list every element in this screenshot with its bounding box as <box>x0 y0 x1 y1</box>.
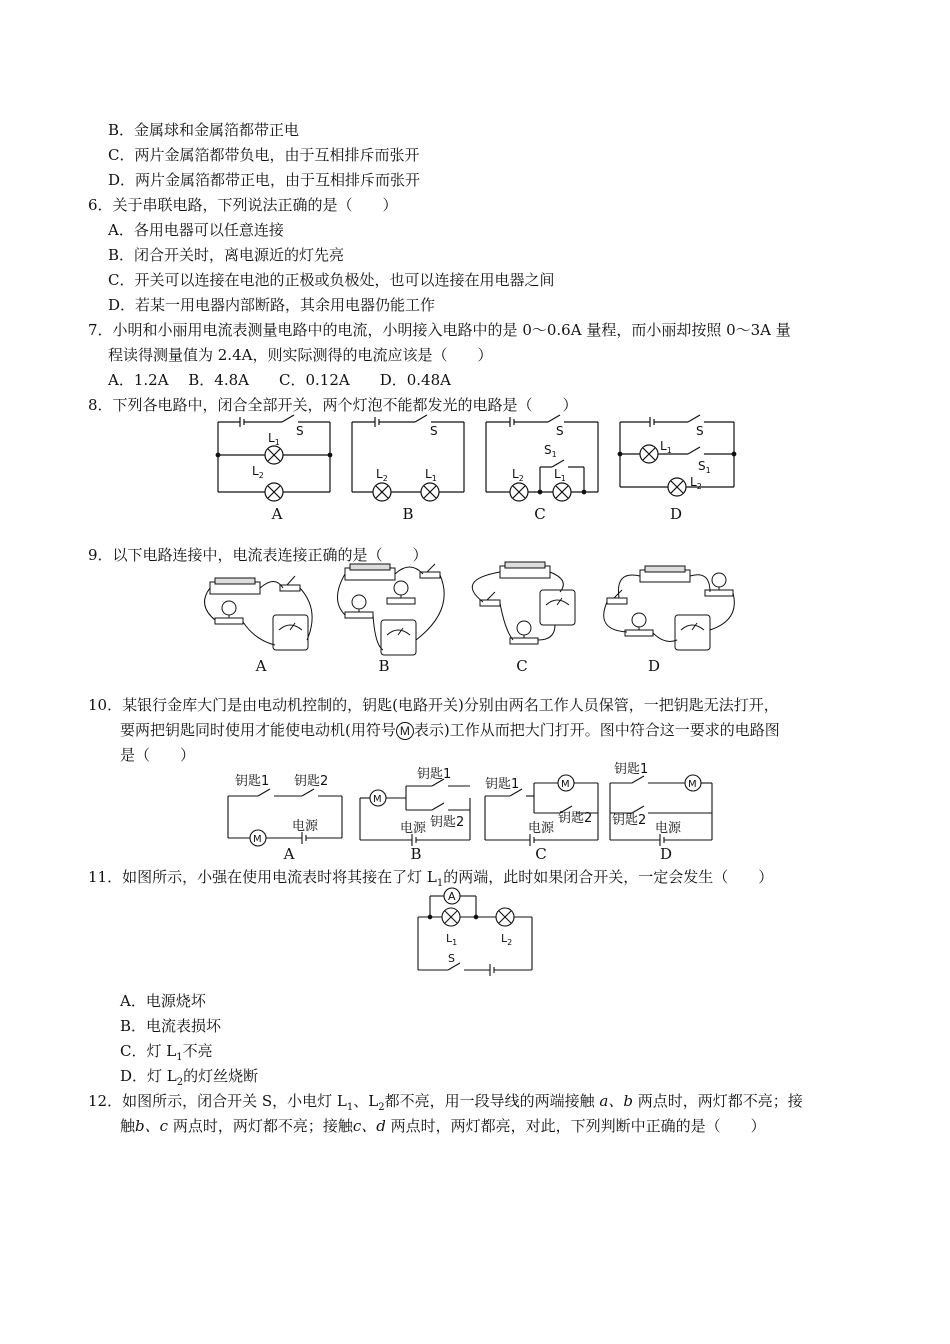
q11-circuit-figure <box>410 882 540 977</box>
q8-circuit-d <box>618 415 736 496</box>
q10-label-d: D <box>659 845 673 863</box>
q10-label-c: C <box>535 845 547 863</box>
q9-wiring-figures <box>195 560 755 660</box>
q11-option-d-subscript: 2 <box>176 1077 184 1088</box>
q8-b-lamp1-label: $L_1$ <box>425 467 437 483</box>
q11-stem-subscript: 1 <box>436 878 444 889</box>
q5-option-d: D．两片金属箔都带正电，由于互相排斥而张开 <box>108 171 421 189</box>
q6-stem: 6．关于串联电路，下列说法正确的是（ ） <box>88 196 398 214</box>
q12-stem2-part-b: 两点时，两灯都不亮；接触 <box>172 1117 353 1135</box>
q5-option-c: C．两片金属箔都带负电，由于互相排斥而张开 <box>108 146 420 164</box>
q6-option-a: A．各用电器可以任意连接 <box>108 221 284 239</box>
q9-label-b: B <box>378 657 390 675</box>
q9-wiring-c <box>472 562 575 644</box>
q12-stem1-sub2: 2 <box>378 1102 385 1113</box>
q10-b-key2: 钥匙2 <box>430 815 465 830</box>
q6-option-d: D．若某一用电器内部断路，其余用电器仍能工作 <box>108 296 436 314</box>
q8-a-lamp1-label: $L_1$ <box>268 431 280 447</box>
q8-c-lamp2-label: $L_2$ <box>512 467 524 483</box>
q11-option-b: B．电流表损坏 <box>120 1017 222 1035</box>
q12-stem2-part-c: 两点时，两灯都亮，对此，下列判断中正确的是（ ） <box>390 1117 766 1135</box>
q9-label-a: A <box>255 657 267 675</box>
q12-stem1-part-b: 、L <box>353 1092 379 1110</box>
q10-b-key1: 钥匙1 <box>417 767 452 782</box>
q8-b-switch-label: S <box>430 424 438 438</box>
q10-d-power: 电源 <box>655 821 682 836</box>
q10-stem-line3: 是（ ） <box>120 746 196 764</box>
q11-stem-start: 11．如图所示，小强在使用电流表时将其接在了灯 L <box>88 868 437 886</box>
q11-stem-end: 的两端，此时如果闭合开关，一定会发生（ ） <box>443 868 774 886</box>
q10-stem-line2-start: 要两把钥匙同时使用才能使电动机(用符号 <box>120 721 396 739</box>
q12-points-cd: c、d <box>352 1117 386 1135</box>
q7-options: A．1.2A B．4.8A C．0.12A D．0.48A <box>108 371 451 389</box>
q8-d-switch1-label: $S_1$ <box>698 459 711 475</box>
q10-d-key1: 钥匙1 <box>614 762 649 777</box>
q8-circuit-c <box>486 415 598 501</box>
q8-d-lamp1-label: $L_1$ <box>660 439 672 455</box>
q11-option-d <box>120 1066 258 1093</box>
q8-a-lamp2-label: $L_2$ <box>252 464 264 480</box>
q8-label-b: B <box>402 505 414 523</box>
q10-stem-line2-end: 表示)工作从而把大门打开。图中符合这一要求的电路图 <box>413 721 780 739</box>
q8-circuit-b <box>352 415 464 501</box>
q10-c-motor: M <box>561 779 570 790</box>
q12-points-ab: a、b <box>599 1092 633 1110</box>
q10-b-motor: M <box>373 794 382 805</box>
q9-wiring-d <box>604 566 735 650</box>
q11-option-a: A．电源烧坏 <box>120 992 206 1010</box>
q5-option-b: B．金属球和金属箔都带正电 <box>108 121 300 139</box>
q9-label-d: D <box>647 657 661 675</box>
q11-switch-label: S <box>448 952 455 965</box>
q10-circuit-figures <box>220 758 740 850</box>
q8-c-switch1-label: $S_1$ <box>544 443 557 459</box>
q9-wiring-b <box>338 564 445 655</box>
q10-c-key1: 钥匙1 <box>485 777 520 792</box>
q11-option-c-start: C．灯 L <box>120 1042 177 1060</box>
q12-stem-line1 <box>88 1091 803 1118</box>
q12-stem1-sub1: 1 <box>346 1102 354 1113</box>
q10-a-motor: M <box>253 834 262 845</box>
q10-stem-line1: 10．某银行金库大门是由电动机控制的，钥匙(电路开关)分别由两名工作人员保管，一把钥匙无法打开， <box>88 696 779 714</box>
q10-c-power: 电源 <box>528 821 555 836</box>
q11-option-c-subscript: 1 <box>176 1052 183 1063</box>
q9-label-c: C <box>516 657 528 675</box>
q10-d-motor: M <box>688 779 697 790</box>
q8-c-lamp1-label: $L_1$ <box>554 467 566 483</box>
q8-stem: 8．下列各电路中，闭合全部开关，两个灯泡不能都发光的电路是（ ） <box>88 396 578 414</box>
q11-option-c <box>120 1041 213 1068</box>
q12-stem1-part-c: 都不亮，用一段导线的两端接触 <box>384 1092 595 1110</box>
q8-label-a: A <box>271 505 283 523</box>
q12-stem1-part-a: 12．如图所示，闭合开关 S，小电灯 L <box>88 1092 347 1110</box>
q10-a-key1: 钥匙1 <box>235 774 270 789</box>
q7-stem-line2: 程读得测量值为 2.4A，则实际测得的电流应该是（ ） <box>108 346 493 364</box>
q12-stem2-part-a: 触 <box>120 1117 136 1135</box>
q11-option-d-end: 的灯丝烧断 <box>183 1067 259 1085</box>
q10-label-a: A <box>283 845 295 863</box>
q8-label-d: D <box>669 505 683 523</box>
q8-d-switch-label: S <box>696 424 704 438</box>
q11-option-d-start: D．灯 L <box>120 1067 177 1085</box>
q6-option-c: C．开关可以连接在电池的正极或负极处，也可以连接在用电器之间 <box>108 271 555 289</box>
q7-stem-line1: 7．小明和小丽用电流表测量电路中的电流，小明接入电路中的是 0～0.6A 量程，而小丽却按照 0～3A 量 <box>88 321 791 339</box>
q10-b-power: 电源 <box>400 821 427 836</box>
q10-a-key2: 钥匙2 <box>294 774 329 789</box>
q11-lamp2-label: $L_2$ <box>501 932 513 947</box>
q12-stem1-part-d: 两点时，两灯都不亮；接 <box>637 1092 803 1110</box>
q10-d-key2: 钥匙2 <box>612 813 647 828</box>
q9-stem: 9．以下电路连接中，电流表连接正确的是（ ） <box>88 546 428 564</box>
q8-circuit-a <box>216 415 332 501</box>
q12-points-bc: b、c <box>135 1117 169 1135</box>
q11-option-c-end: 不亮 <box>182 1042 213 1060</box>
q10-c-key2: 钥匙2 <box>558 811 593 826</box>
q10-circuit-a <box>228 789 342 846</box>
q12-stem-line2 <box>120 1116 766 1136</box>
q8-c-switch-label: S <box>556 424 564 438</box>
q10-a-power: 电源 <box>292 819 319 834</box>
q8-d-lamp2-label: $L_2$ <box>690 475 702 491</box>
q10-stem-line2 <box>120 720 780 740</box>
q6-option-b: B．闭合开关时，离电源近的灯先亮 <box>108 246 345 264</box>
q10-label-b: B <box>410 845 422 863</box>
q8-label-c: C <box>534 505 546 523</box>
q8-b-lamp2-label: $L_2$ <box>376 467 388 483</box>
q11-ammeter-label: A <box>448 890 456 903</box>
q8-a-switch-label: S <box>296 424 304 438</box>
q11-lamp1-label: $L_1$ <box>446 932 458 947</box>
motor-symbol: M <box>396 722 414 740</box>
q9-wiring-a <box>205 576 313 650</box>
